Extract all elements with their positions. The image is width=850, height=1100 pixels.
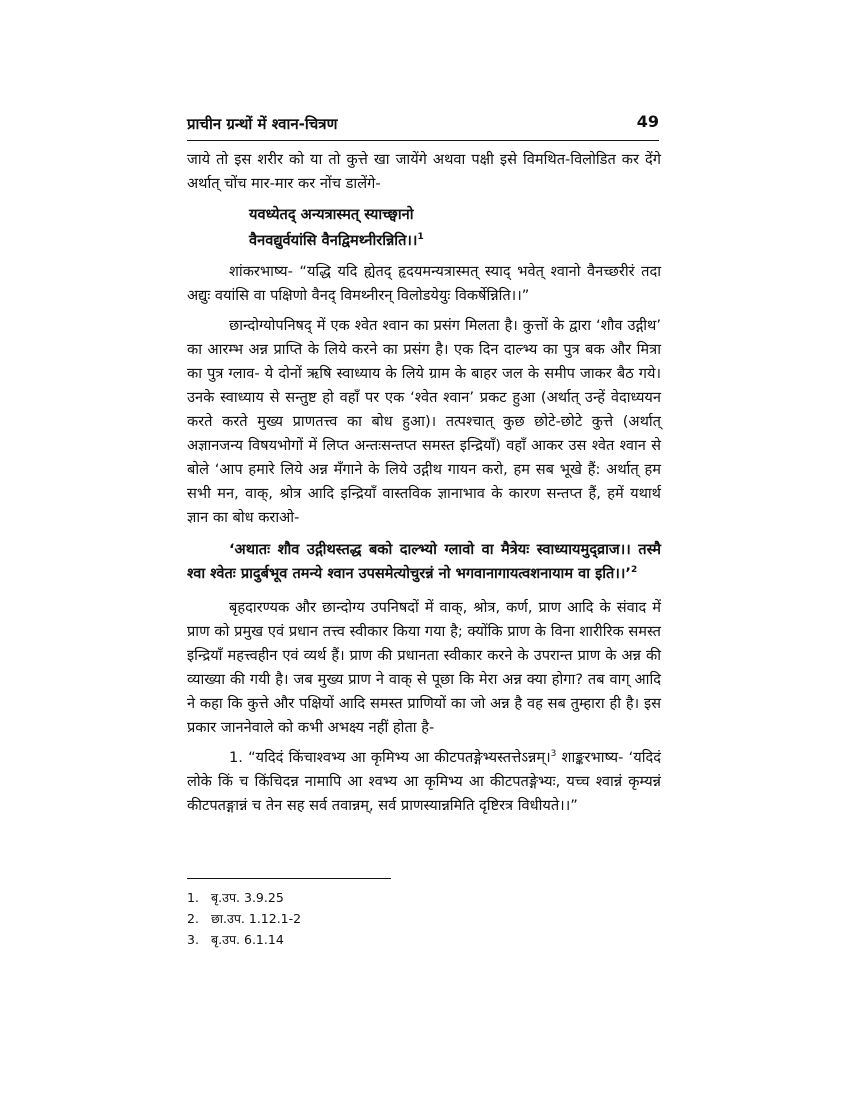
sanskrit-quote-block [187,538,661,586]
footnote-text: छा.उप. 1.12.1-2 [211,911,302,926]
paragraph-chandogya: छान्दोग्योपनिषद् में एक श्वेत श्वान का प्रसंग मिलता है। कुत्तों के द्वारा ‘शौव उद्गीथ’ का आरम्भ अन्न प्राप्ति के लिये करने का प्रसंग है। एक दिन दाल्भ्य का पुत्र बक और मित्रा का पुत्र ग्लाव- ये दोनों ऋषि स्वाध्याय के लिये ग्राम के बाहर जल के समीप जाकर बैठ गये। उनके स्वाध्याय से सन्तुष्ट हो वहाँ पर एक ‘श्वेत श्वान’ प्रकट हुआ (अर्थात् उन्हें वेदाध्ययन करते करते मुख्य प्राणतत्त्व का बोध हुआ)। तत्पश्चात् कुछ छोटे-छोटे कुत्ते (अर्थात् अज्ञानजन्य विषयभोगों में लिप्त अन्तःसन्तप्त समस्त इन्द्रियाँ) वहाँ आकर उस श्वेत श्वान से बोले ‘आप हमारे लिये अन्न मँगाने के लिये उद्गीथ गायन करो, हम सब भूखे हैं: अर्थात् हम सभी मन, वाक्, श्रोत्र आदि इन्द्रियाँ वास्तविक ज्ञानाभाव के कारण सन्तप्त हैं, हमें यथार्थ ज्ञान का बोध कराओ- [187,317,661,526]
footnote-ref-3: 3 [550,749,557,760]
running-header-title: प्राचीन ग्रन्थों में श्वान-चित्रण [187,115,338,133]
paragraph-brihadaranyaka: बृहदारण्यक और छान्दोग्य उपनिषदों में वाक्, श्रोत्र, कर्ण, प्राण आदि के संवाद में प्राण को प्रमुख एवं प्रधान तत्त्व स्वीकार किया गया है; क्योंकि प्राण के विना शारीरिक समस्त इन्द्रियाँ महत्त्वहीन एवं व्यर्थ हैं। प्राण की प्रधानता स्वीकार करने के उपरान्त प्राण के अन्न की व्याख्या की गयी है। जब मुख्य प्राण ने वाक् से पूछा कि मेरा अन्न क्या होगा? तब वाग् आदि ने कहा कि कुत्ते और पक्षियों आदि समस्त प्राणियों का जो अन्न है वह सब तुम्हारा ही है। इस प्रकार जाननेवाले को कभी अभक्ष्य नहीं होता है- [187,599,661,736]
verse-line-1: यवध्येतद् अन्यत्रास्मत् स्याच्छ्वानो [249,206,414,223]
paragraph-continuation: जाये तो इस शरीर को या तो कुत्ते खा जायेंगे अथवा पक्षी इसे विमथित-विलोडित कर देंगे अर्थात् चोंच मार-मार कर नोंच डालेंगे- [187,151,661,192]
paragraph-shankara-bhashya: शांकरभाष्य- “यद्धि यदि ह्येतद् हृदयमन्यत्रास्मत् स्याद् भवेत् श्वानो वैनच्छरीरं तदा अद्युः वयांसि वा पक्षिणो वैनद् विमथ्नीरन् विलोडयेयुः विकर्षेन्निति।।” [187,263,661,304]
footnote-divider [187,878,391,879]
footnotes [187,887,487,950]
footnote-number: 3. [187,932,199,947]
page-number: 49 [636,112,659,131]
footnote-item [187,929,487,950]
footnote-item [187,887,487,908]
footnote-ref-2: 2 [630,565,638,576]
footnote-item [187,908,487,929]
page-body [187,148,661,818]
verse-line-2 [249,228,661,254]
footnote-text: बृ.उप. 6.1.14 [211,932,284,947]
footnote-ref-1: 1 [417,232,424,243]
numbered-quote-end: शाङ्करभाष्य- ‘यदिदं लोके किं च किंचिदन्न नामापि आ श्वभ्य आ कृमिभ्य आ कीटपतङ्गेभ्यः, यच्च श्वान्नं कृम्यन्नं कीटपतङ्गान्नं च तेन सह सर्व तवान्नम्, सर्व प्राणस्यान्नमिति दृष्टिरत्र विधीयते।।” [187,749,661,814]
footnote-number: 1. [187,890,199,905]
running-header [187,114,659,136]
sanskrit-verse [187,202,661,254]
footnote-number: 2. [187,911,199,926]
header-divider [187,140,659,141]
sanskrit-quote-text: ‘अथातः शौव उद्गीथस्तद्ध बको दाल्भ्यो ग्लावो वा मैत्रेयः स्वाध्यायमुद्व्राज।। तस्मै श्वा श्वेतः प्रादुर्बभूव तमन्ये श्वान उपसमेत्योचुरन्नं नो भगवानागायत्वशनायाम वा इति।।’ [187,541,661,582]
footnote-text: बृ.उप. 3.9.25 [211,890,284,905]
paragraph-numbered-quote [187,746,661,818]
verse-line-2-text: वैनवद्युर्वयांसि वैनद्विमथ्नीरन्निति।। [249,232,418,249]
numbered-quote-start: 1. “यदिदं किंचाश्वभ्य आ कृमिभ्य आ कीटपतङ्गेभ्यस्तत्तेऽन्नम्। [229,749,551,766]
